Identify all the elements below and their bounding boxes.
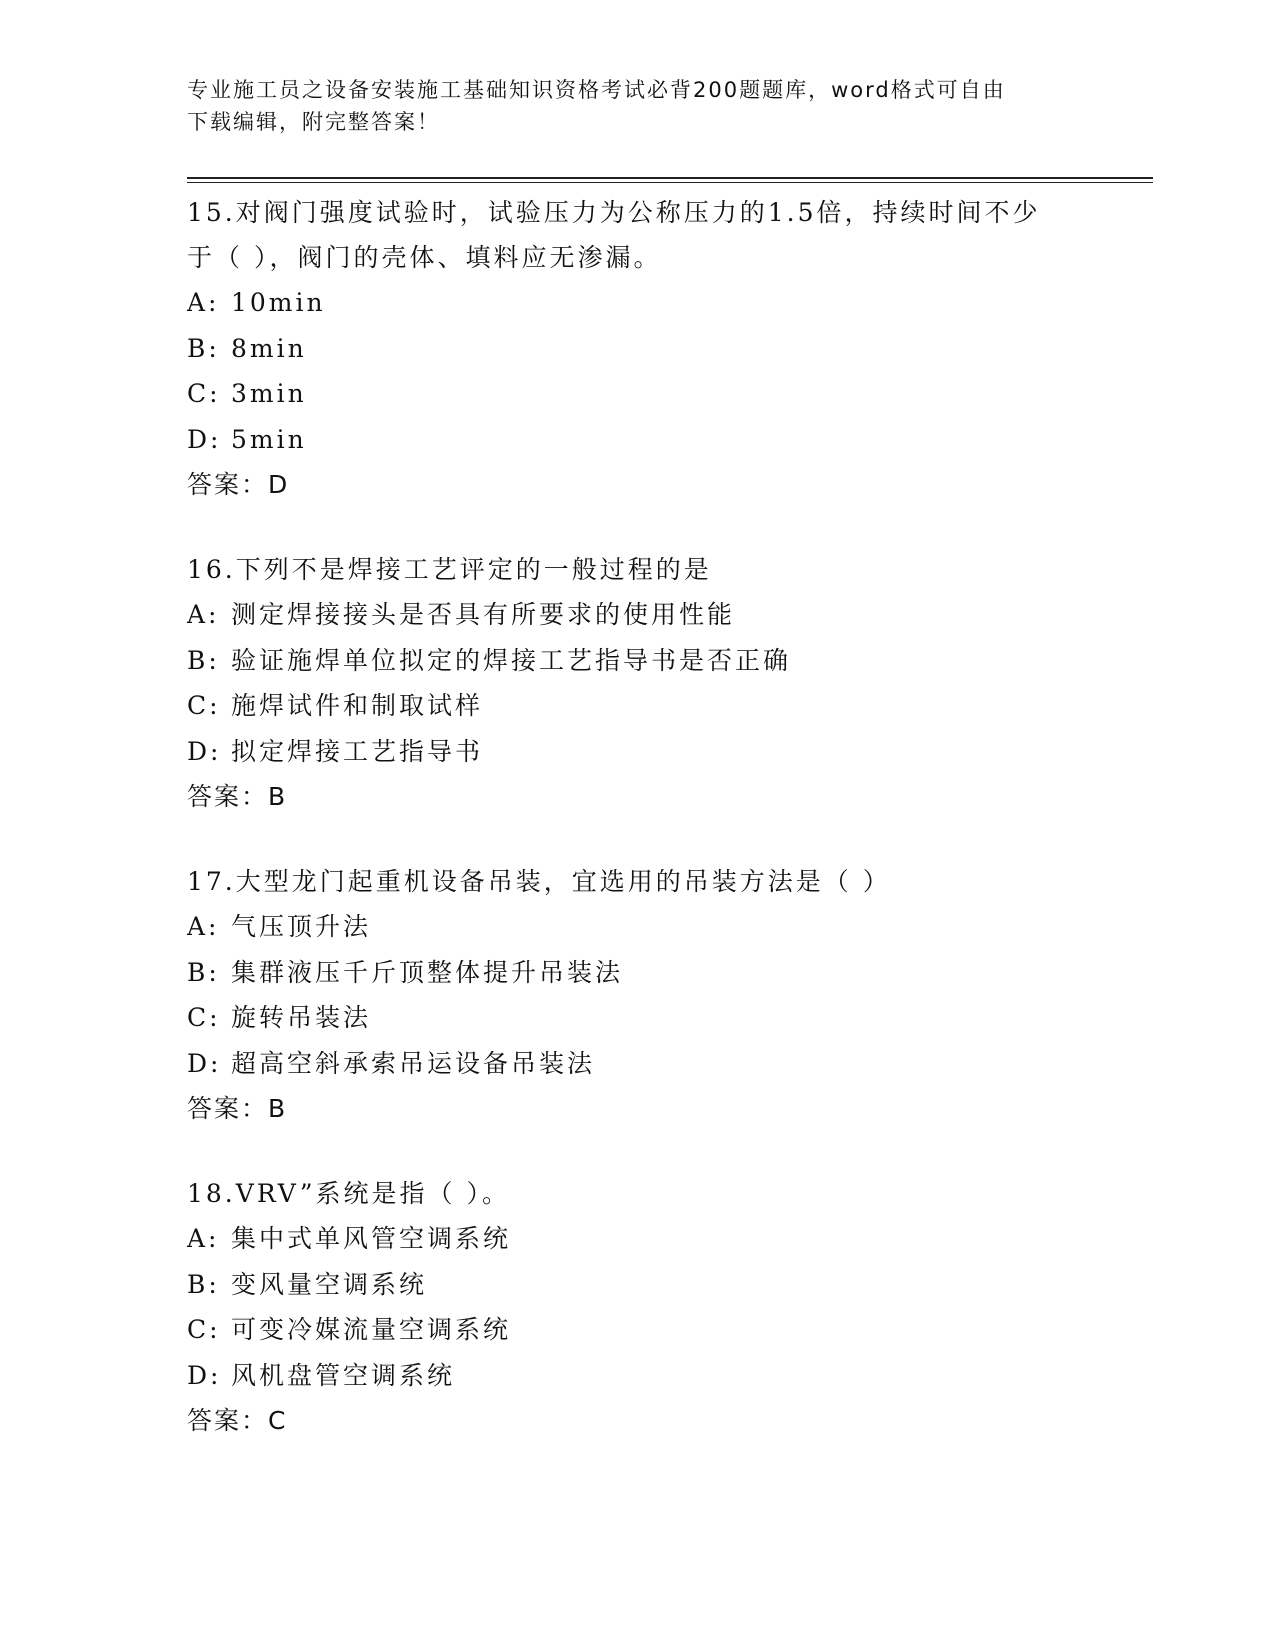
option-b — [187, 1262, 1087, 1308]
option-text: 集中式单风管空调系统 — [231, 1224, 512, 1253]
answer-line: 答案：B — [187, 1094, 288, 1123]
option-key: B: — [187, 1269, 220, 1299]
option-text: 10min — [231, 288, 326, 317]
option-key: A: — [187, 1224, 220, 1253]
answer-line: 答案：B — [187, 782, 288, 811]
option-text: 验证施焊单位拟定的焊接工艺指导书是否正确 — [231, 645, 792, 675]
option-a — [187, 904, 1087, 950]
question-stem-line: 16.下列不是焊接工艺评定的一般过程的是 — [187, 555, 712, 584]
option-text: 3min — [231, 379, 307, 408]
option-text: 拟定焊接工艺指导书 — [231, 736, 484, 766]
header-divider-thick — [187, 177, 1153, 179]
question-15 — [187, 190, 1087, 507]
header-line-1: 专业施工员之设备安装施工基础知识资格考试必背200题题库，word格式可自由 — [187, 78, 1006, 102]
option-text: 风机盘管空调系统 — [231, 1360, 456, 1390]
option-text: 可变冷媒流量空调系统 — [231, 1315, 512, 1344]
option-b — [187, 638, 1087, 684]
option-a — [187, 280, 1087, 326]
option-text: 超高空斜承索吊运设备吊装法 — [231, 1048, 596, 1078]
option-c — [187, 371, 1087, 417]
question-stem-line: 18.VRV”系统是指（ ）。 — [187, 1179, 510, 1208]
answer-line: 答案：C — [187, 1406, 288, 1435]
question-16 — [187, 547, 1087, 819]
question-stem — [187, 1171, 1087, 1216]
option-key: C: — [187, 1315, 221, 1344]
option-text: 5min — [231, 424, 307, 454]
option-text: 8min — [231, 333, 307, 363]
option-a — [187, 592, 1087, 638]
option-d — [187, 1353, 1087, 1399]
option-c — [187, 1307, 1087, 1353]
document-header — [187, 74, 1077, 138]
option-key: C: — [187, 379, 221, 408]
option-text: 变风量空调系统 — [231, 1269, 428, 1299]
option-key: D: — [187, 1048, 222, 1078]
question-stem — [187, 547, 1087, 592]
option-d — [187, 729, 1087, 775]
header-divider-thin — [187, 182, 1153, 183]
option-key: B: — [187, 957, 220, 987]
option-text: 施焊试件和制取试样 — [231, 691, 484, 720]
header-line-2: 下载编辑，附完整答案！ — [187, 110, 440, 134]
option-text: 集群液压千斤顶整体提升吊装法 — [231, 957, 624, 987]
option-a — [187, 1216, 1087, 1262]
question-stem-line: 于（ ），阀门的壳体、填料应无渗漏。 — [187, 243, 662, 272]
option-text: 旋转吊装法 — [231, 1003, 372, 1032]
option-key: A: — [187, 288, 220, 317]
option-text: 气压顶升法 — [231, 912, 372, 941]
question-list — [187, 190, 1087, 1483]
option-key: C: — [187, 1003, 221, 1032]
option-key: A: — [187, 600, 220, 629]
answer-line: 答案：D — [187, 470, 290, 499]
question-stem — [187, 190, 1087, 280]
option-key: B: — [187, 333, 220, 363]
option-c — [187, 683, 1087, 729]
option-d — [187, 1041, 1087, 1087]
option-d — [187, 417, 1087, 463]
question-stem-line: 15.对阀门强度试验时，试验压力为公称压力的1.5倍，持续时间不少 — [187, 198, 1041, 227]
option-key: B: — [187, 645, 220, 675]
option-key: D: — [187, 1360, 222, 1390]
question-stem-line: 17.大型龙门起重机设备吊装，宜选用的吊装方法是（ ） — [187, 867, 891, 896]
option-text: 测定焊接接头是否具有所要求的使用性能 — [231, 600, 736, 629]
option-b — [187, 326, 1087, 372]
option-c — [187, 995, 1087, 1041]
option-key: A: — [187, 912, 220, 941]
question-18 — [187, 1171, 1087, 1443]
option-b — [187, 950, 1087, 996]
option-key: C: — [187, 691, 221, 720]
option-key: D: — [187, 736, 222, 766]
question-stem — [187, 859, 1087, 904]
option-key: D: — [187, 424, 222, 454]
question-17 — [187, 859, 1087, 1131]
